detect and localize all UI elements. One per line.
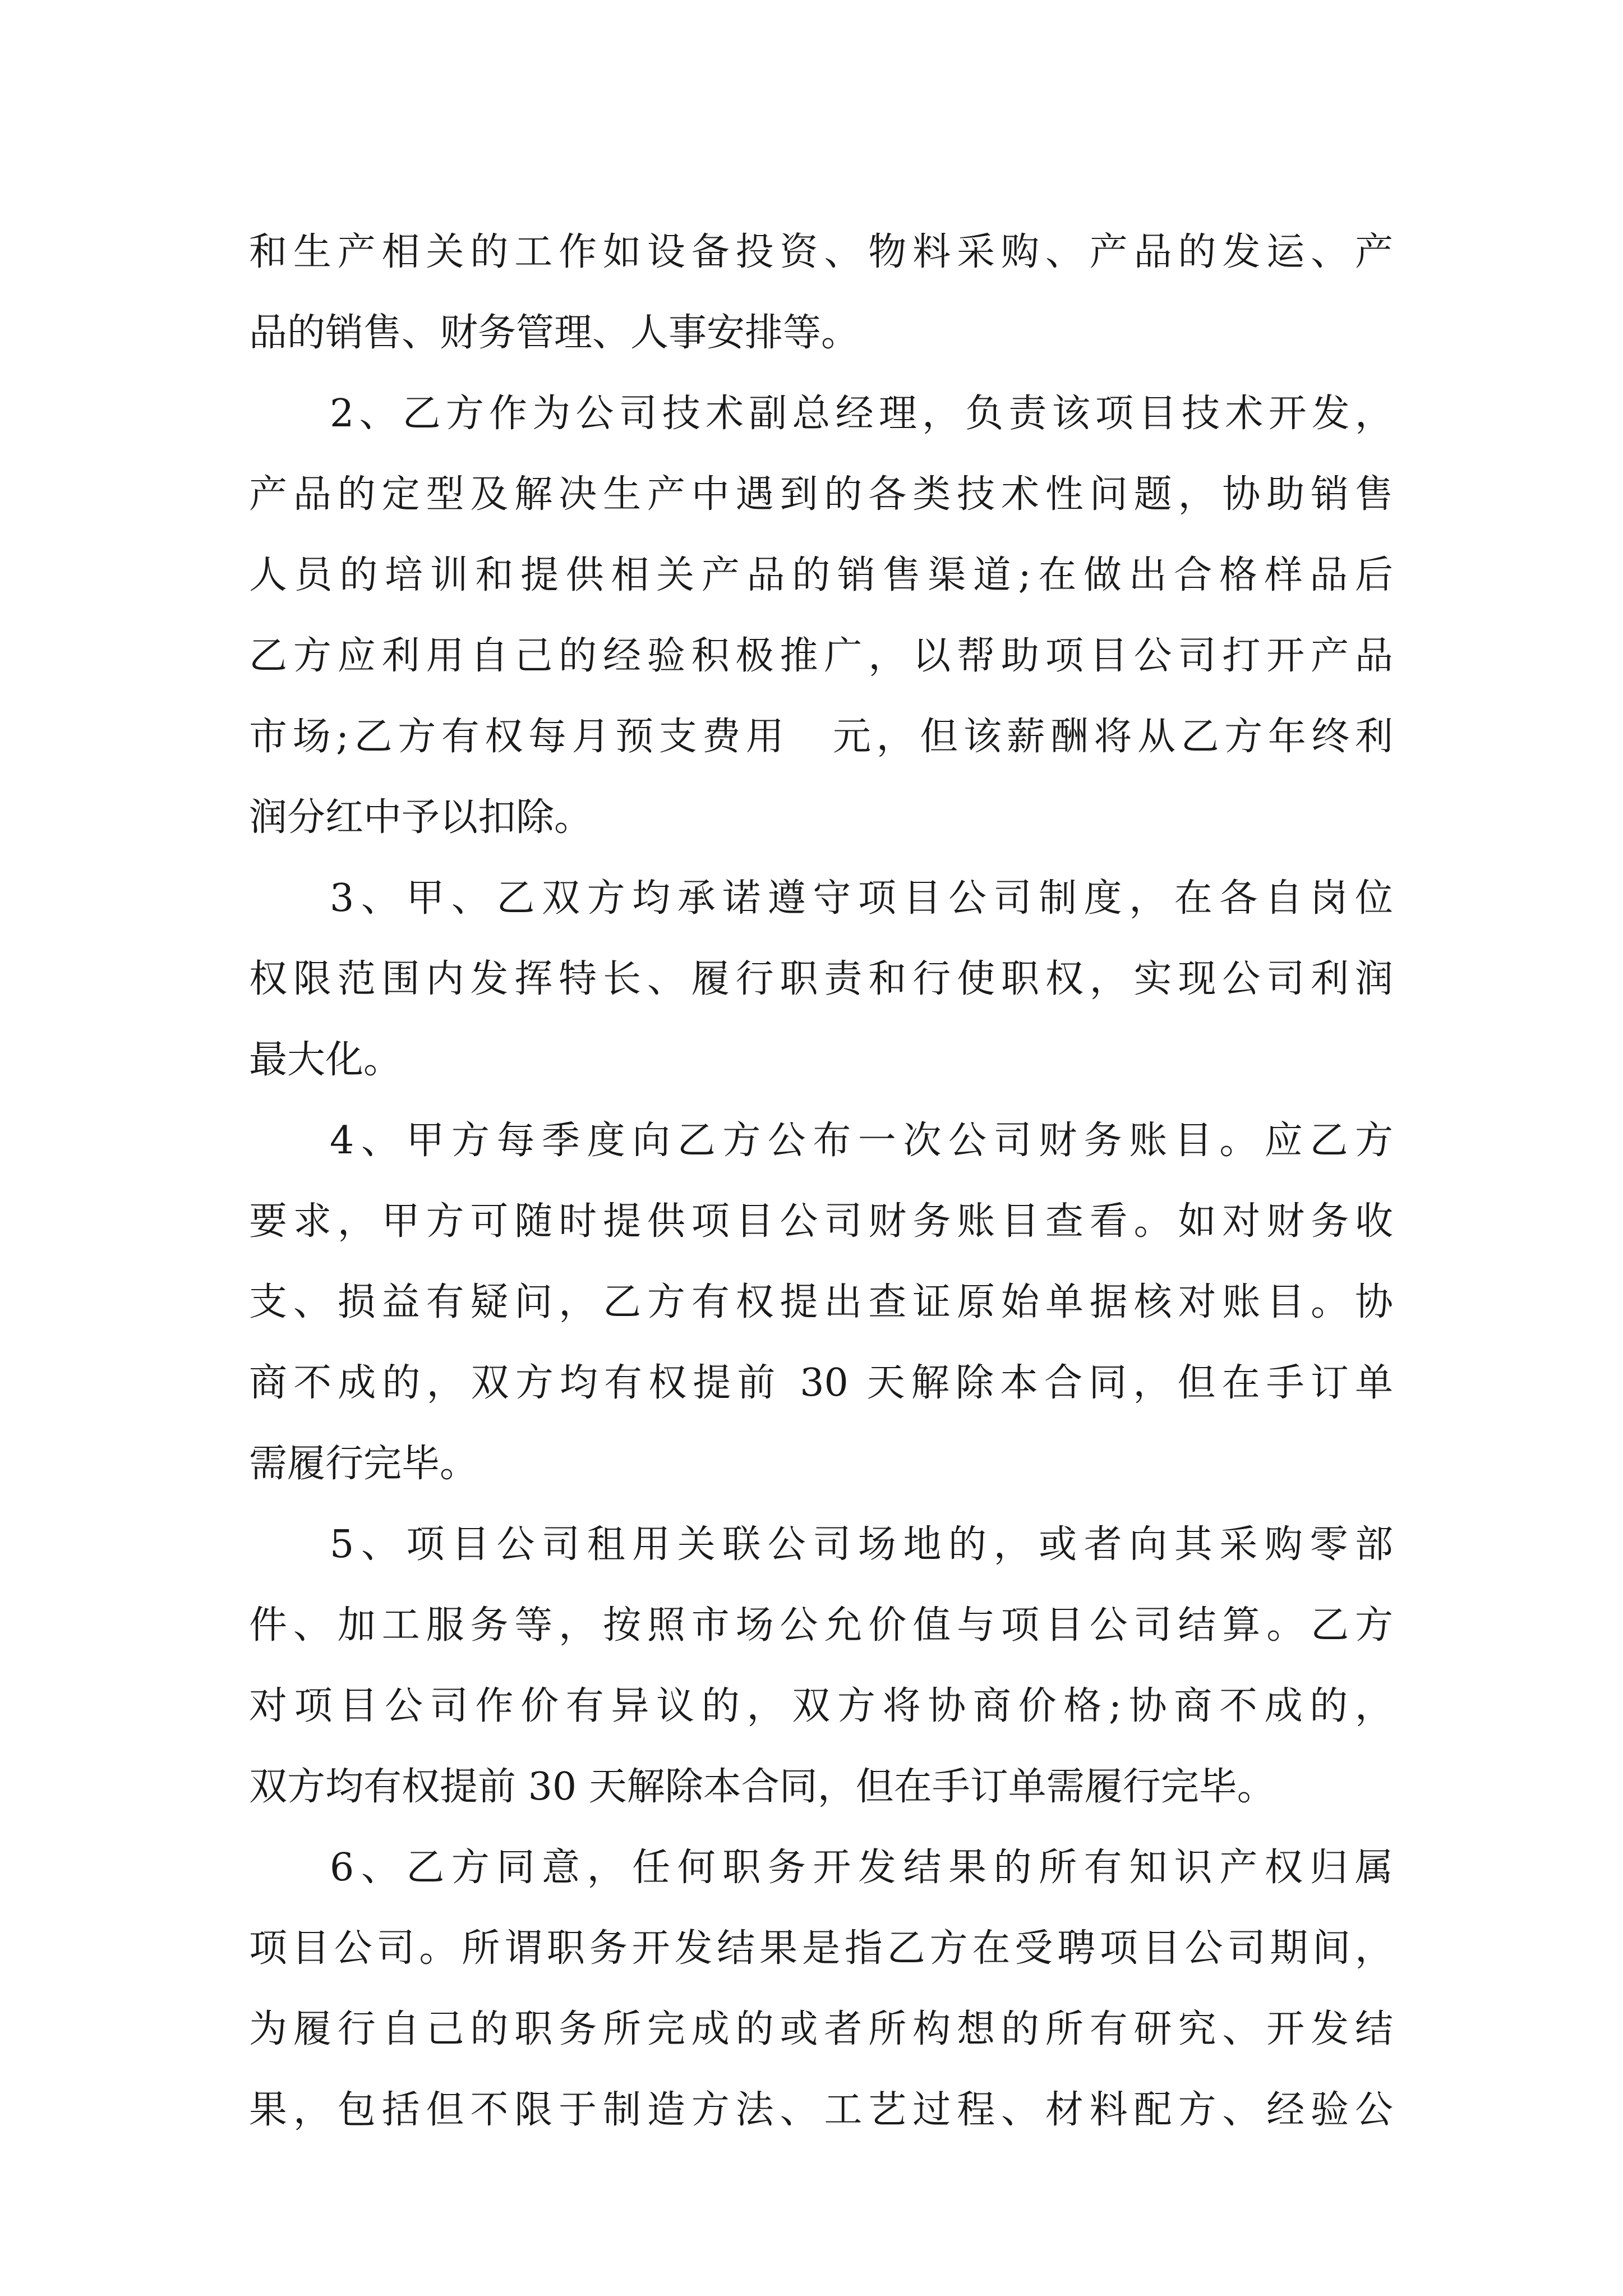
clause-4-first-line: 4、甲方每季度向乙方公布一次公司财务账目。应乙方 [330,1119,1393,1163]
text-line: 品的销售、财务管理、人事安排等。 [249,311,860,355]
clause-6-first-line: 6、乙方同意，任何职务开发结果的所有知识产权归属 [330,1846,1393,1890]
text-line: 商不成的，双方均有权提前 30 天解除本合同，但在手订单 [249,1361,1393,1405]
text-line: 件、加工服务等，按照市场公允价值与项目公司结算。乙方 [249,1603,1393,1648]
clause-2-first-line: 2、乙方作为公司技术副总经理，负责该项目技术开发， [330,392,1393,436]
text-line: 要求，甲方可随时提供项目公司财务账目查看。如对财务收 [249,1199,1393,1244]
text-line: 产品的定型及解决生产中遇到的各类技术性问题，协助销售 [249,472,1393,517]
text-line: 对项目公司作价有异议的，双方将协商价格;协商不成的， [249,1684,1393,1728]
text-line: 双方均有权提前 30 天解除本合同，但在手订单需履行完毕。 [249,1765,1275,1809]
text-line: 为履行自己的职务所完成的或者所构想的所有研究、开发结 [249,2007,1393,2051]
text-line: 最大化。 [249,1038,402,1082]
text-line: 支、损益有疑问，乙方有权提出查证原始单据核对账目。协 [249,1280,1393,1324]
clause-5-first-line: 5、项目公司租用关联公司场地的，或者向其采购零部 [330,1522,1393,1567]
text-line: 润分红中予以扣除。 [249,795,593,840]
text-line: 和生产相关的工作如设备投资、物料采购、产品的发运、产 [249,230,1393,274]
text-line: 项目公司。所谓职务开发结果是指乙方在受聘项目公司期间， [249,1926,1393,1971]
text-line: 乙方应利用自己的经验积极推广，以帮助项目公司打开产品 [249,634,1393,678]
text-line: 人员的培训和提供相关产品的销售渠道;在做出合格样品后 [249,553,1393,597]
contract-body-text [249,212,1393,2151]
text-line: 权限范围内发挥特长、履行职责和行使职权，实现公司利润 [249,957,1393,1001]
text-line: 需履行完毕。 [249,1442,478,1486]
text-line: 市场;乙方有权每月预支费用 元，但该薪酬将从乙方年终利 [249,715,1393,759]
clause-3-first-line: 3、甲、乙双方均承诺遵守项目公司制度，在各自岗位 [330,876,1393,921]
text-line: 果，包括但不限于制造方法、工艺过程、材料配方、经验公 [249,2088,1393,2132]
